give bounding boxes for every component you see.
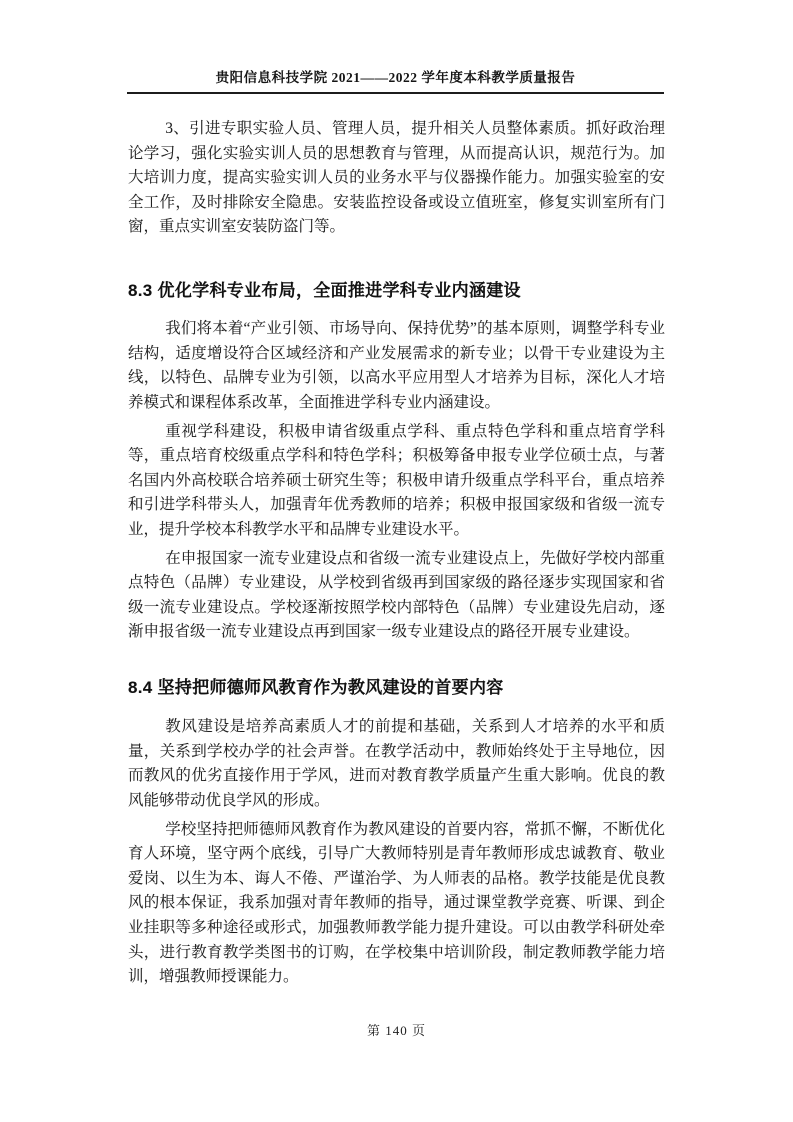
running-header-title: 贵阳信息科技学院 2021——2022 学年度本科教学质量报告 — [215, 70, 576, 85]
paragraph-8-4-teaching-style: 教风建设是培养高素质人才的前提和基础，关系到人才培养的水平和质量，关系到学校办学的社会声誉。在教学活动中，教师始终处于主导地位，因而教风的优劣直接作用于学风，进而对教育教学质量产生重大影响。优良的教风能够带动优良学风的形成。 — [128, 718, 665, 809]
paragraph-lab-personnel: 3、引进专职实验人员、管理人员，提升相关人员整体素质。抓好政治理论学习，强化实验实训人员的思想教育与管理，从而提高认识，规范行为。加大培训力度，提高实验实训人员的业务水平与仪器操作能力。加强实验室的安全工作，及时排除安全隐患。安装监控设备或设立值班室，修复实训室所有门窗，重点实训室安装防盗门等。 — [128, 120, 665, 236]
section-heading-8-4: 8.4 坚持把师德师风教育作为教风建设的首要内容 — [128, 677, 504, 697]
page-number: 第 140 页 — [366, 1023, 426, 1038]
paragraph-8-4-teacher-ethics: 学校坚持把师德师风教育作为教风建设的首要内容，常抓不懈，不断优化育人环境，坚守两个底线，引导广大教师特别是青年教师形成忠诚教育、敬业爱岗、以生为本、诲人不倦、严谨治学、为人师表的品格。教学技能是优良教风的根本保证，我系加强对青年教师的指导，通过课堂教学竞赛、听课、到企业挂职等多种途径或形式，加强教师教学能力提升建设。可以由教学科研处牵头，进行教育教学类图书的订购，在学校集中培训阶段，制定教师教学能力培训，增强教师授课能力。 — [128, 820, 665, 986]
page-header — [127, 66, 664, 94]
paragraph-8-3-first-class-majors: 在申报国家一流专业建设点和省级一流专业建设点上，先做好学校内部重点特色（品牌）专业建设，从学校到省级再到国家级的路径逐步实现国家和省级一流专业建设点。学校逐渐按照学校内部特色（品牌）专业建设先启动，逐渐申报省级一流专业建设点再到国家一级专业建设点的路径开展专业建设。 — [128, 549, 665, 641]
paragraph-8-3-discipline-building: 重视学科建设，积极申请省级重点学科、重点特色学科和重点培育学科等，重点培育校级重点学科和特色学科；积极筹备申报专业学位硕士点，与著名国内外高校联合培养硕士研究生等；积极申请升级重点学科平台，重点培养和引进学科带头人，加强青年优秀教师的培养；积极申报国家级和省级一流专业，提升学校本科教学水平和品牌专业建设水平。 — [128, 422, 665, 538]
page-footer — [0, 1020, 793, 1040]
page-content — [128, 117, 665, 990]
section-heading-8-3: 8.3 优化学科专业布局，全面推进学科专业内涵建设 — [128, 280, 521, 300]
paragraph-8-3-principles: 我们将本着“产业引领、市场导向、保持优势”的基本原则，调整学科专业结构，适度增设符合区域经济和产业发展需求的新专业；以骨干专业建设为主线，以特色、品牌专业为引领，以高水平应用型人才培养为目标，深化人才培养模式和课程体系改革，全面推进学科专业内涵建设。 — [128, 320, 665, 411]
